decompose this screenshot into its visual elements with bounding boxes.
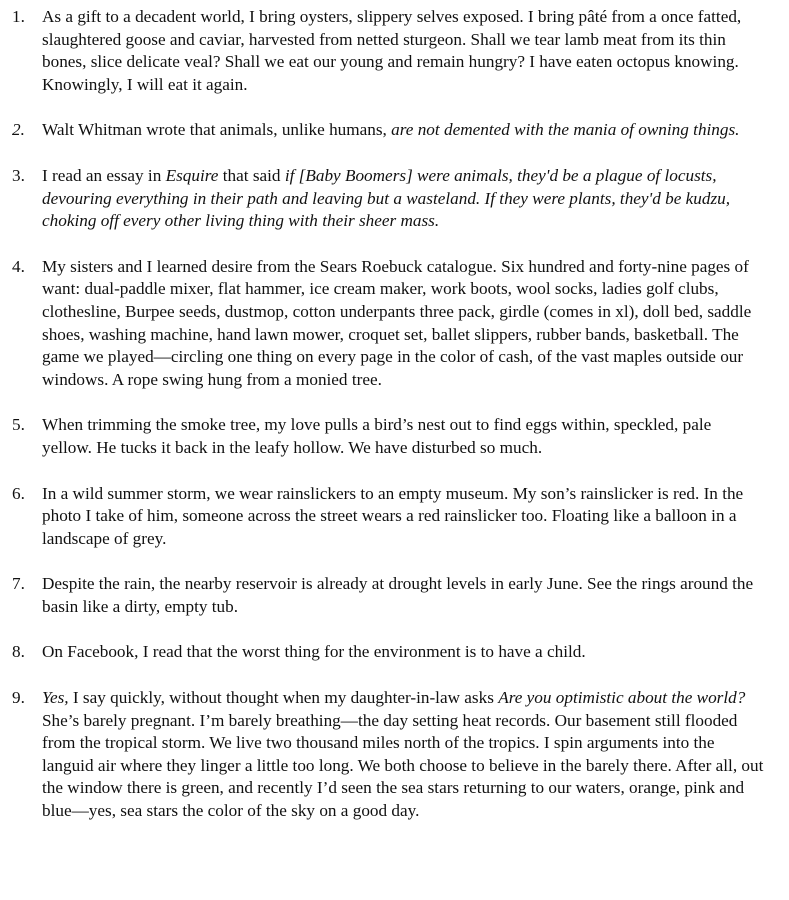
item-text-plain: Walt Whitman wrote that animals, unlike humans,: [42, 120, 392, 140]
item-text: On Facebook, I read that the worst thing for the environment is to have a child.: [42, 642, 586, 662]
list-item-9: [12, 687, 765, 823]
item-number: 7.: [12, 574, 25, 594]
item-number: 2.: [12, 120, 25, 140]
item-number: 1.: [12, 7, 25, 26]
item-text-plain: I say quickly, without thought when my daughter-in-law asks: [68, 688, 499, 708]
item-text: My sisters and I learned desire from the Sears Roebuck catalogue. Six hundred and forty-nine pages of want: dual-paddle mixer, flat hammer, ice cream maker, work boots, wool socks, ladies golf clubs, clothesline, Burpee seeds, dustmop, cotton underpants three pack, girdle (comes in xl), doll bed, saddle shoes, washing machine, hand lawn mower, croquet set, ballet slippers, rubber bands, basketball. The game we played—circling one thing on every page in the color of cash, of the vast maples outside our windows. A rope swing hung from a monied tree.: [42, 256, 752, 389]
item-text: [42, 119, 765, 142]
item-text: In a wild summer storm, we wear rainslickers to an empty museum. My son’s rainslicker is red. In the photo I take of him, someone across the street wears a red rainslicker too. Floating like a balloon in a landscape of grey.: [42, 483, 744, 548]
item-text-italic-quote: are not demented with the mania of owning things.: [391, 120, 740, 140]
item-text-plain: She’s barely pregnant. I’m barely breathing—the day setting heat records. Our basement still flooded from the tropical storm. We live two thousand miles north of the tropics. I spin arguments into the languid air where they linger a little too long. We both choose to believe in the barely there. After all, out the window there is green, and recently I’d seen the sea stars returning to our waters, orange, pink and blue—yes, sea stars the color of the sky on a good day.: [42, 710, 764, 821]
list-item-4: [12, 256, 765, 392]
item-text-italic: Yes,: [42, 688, 69, 708]
item-number: 3.: [12, 165, 25, 185]
item-text-plain: that said: [218, 165, 285, 185]
item-number: 4.: [12, 256, 25, 276]
item-text: [42, 687, 765, 823]
list-item-3: [12, 165, 765, 233]
item-text: When trimming the smoke tree, my love pulls a bird’s nest out to find eggs within, speckled, pale yellow. He tucks it back in the leafy hollow. We have disturbed so much.: [42, 415, 712, 457]
list-item-1: [12, 6, 765, 96]
item-number: 9.: [12, 688, 25, 708]
item-text: [42, 165, 765, 233]
item-number: 8.: [12, 642, 25, 662]
item-text: As a gift to a decadent world, I bring oysters, slippery selves exposed. I bring pâté from a once fatted, slaughtered goose and caviar, harvested from netted sturgeon. Shall we tear lamb meat from its thin bones, slice delicate veal? Shall we eat our young and remain hungry? I have eaten octopus knowing. Knowingly, I will eat it again.: [42, 7, 742, 94]
item-text-plain: I read an essay in: [42, 165, 166, 185]
item-text-italic-quote: if [Baby Boomers] were animals, they'd be a plague of locusts, devouring everything in their path and leaving but a wasteland. If they were plants, they'd be kudzu, choking off every other living thing with their sheer mass.: [42, 165, 731, 231]
list-item-2: [12, 119, 765, 142]
list-item-7: [12, 573, 765, 618]
item-number: 5.: [12, 415, 25, 435]
item-number: 6.: [12, 483, 25, 503]
item-text: Despite the rain, the nearby reservoir is already at drought levels in early June. See the rings around the basin like a dirty, empty tub.: [42, 574, 754, 616]
list-item-5: [12, 414, 765, 459]
list-item-8: [12, 641, 765, 664]
item-text-italic-quote: Are you optimistic about the world?: [498, 688, 746, 708]
magazine-title: Esquire: [165, 165, 219, 185]
list-item-6: [12, 483, 765, 551]
